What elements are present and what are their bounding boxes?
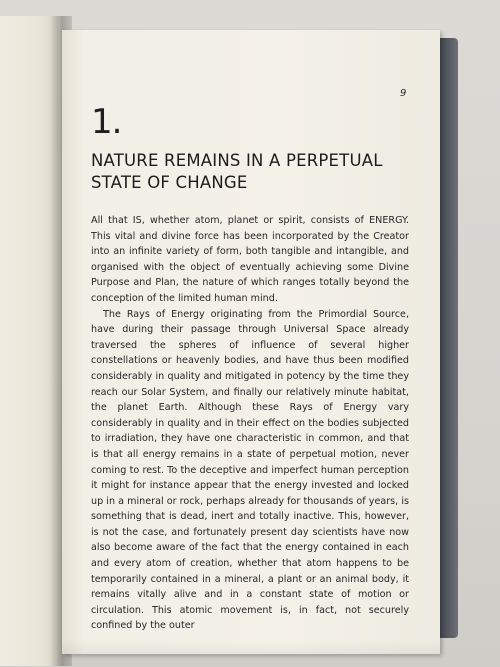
- chapter-number: 1.: [91, 102, 122, 142]
- paragraph: All that IS, whether atom, planet or spirit, consists of ENERGY. This vital and divine force has been incorporated by the Creator into an infinite variety of form, both tangible and intangible, and organised with the object of eventually achieving some Divine Purpose and Plan, the nature of which ranges totally beyond the conception of the limited human mind.: [91, 215, 409, 304]
- body-text: [91, 213, 409, 634]
- paragraph: The Rays of Energy originating from the Primordial Source, have during their passage through Universal Space already traversed the spheres of influence of several higher constellations or heavenly bodies, and have thus been modified considerably in quality and mitigated in potency by the time they reach our Solar System, and finally our relatively minute habitat, the planet Earth. Although these Rays of Energy vary considerably in quality and in their effect on the bodies subjected to irradiation, they have one characteristic in common, and that is that all energy remains in a state of perpetual motion, never coming to rest. To the deceptive and imperfect human perception it might for instance appear that the energy invested and locked up in a mineral or rock, perhaps already for thousands of years, is something that is dead, inert and totally inactive. This, however, is not the case, and fortunately present day scientists have now also become aware of the fact that the energy contained in each and every atom of creation, whether that atom happens to be temporarily contained in a mineral, a plant or an animal body, it remains vitally alive and in a constant state of motion or circulation. This atomic movement is, in fact, not securely confined by the outer: [91, 308, 409, 632]
- chapter-title: NATURE REMAINS IN A PERPETUAL STATE OF CHANGE: [91, 151, 383, 192]
- page-shadow: [62, 640, 440, 654]
- page-number: 9: [400, 88, 407, 99]
- book-page: [62, 30, 440, 654]
